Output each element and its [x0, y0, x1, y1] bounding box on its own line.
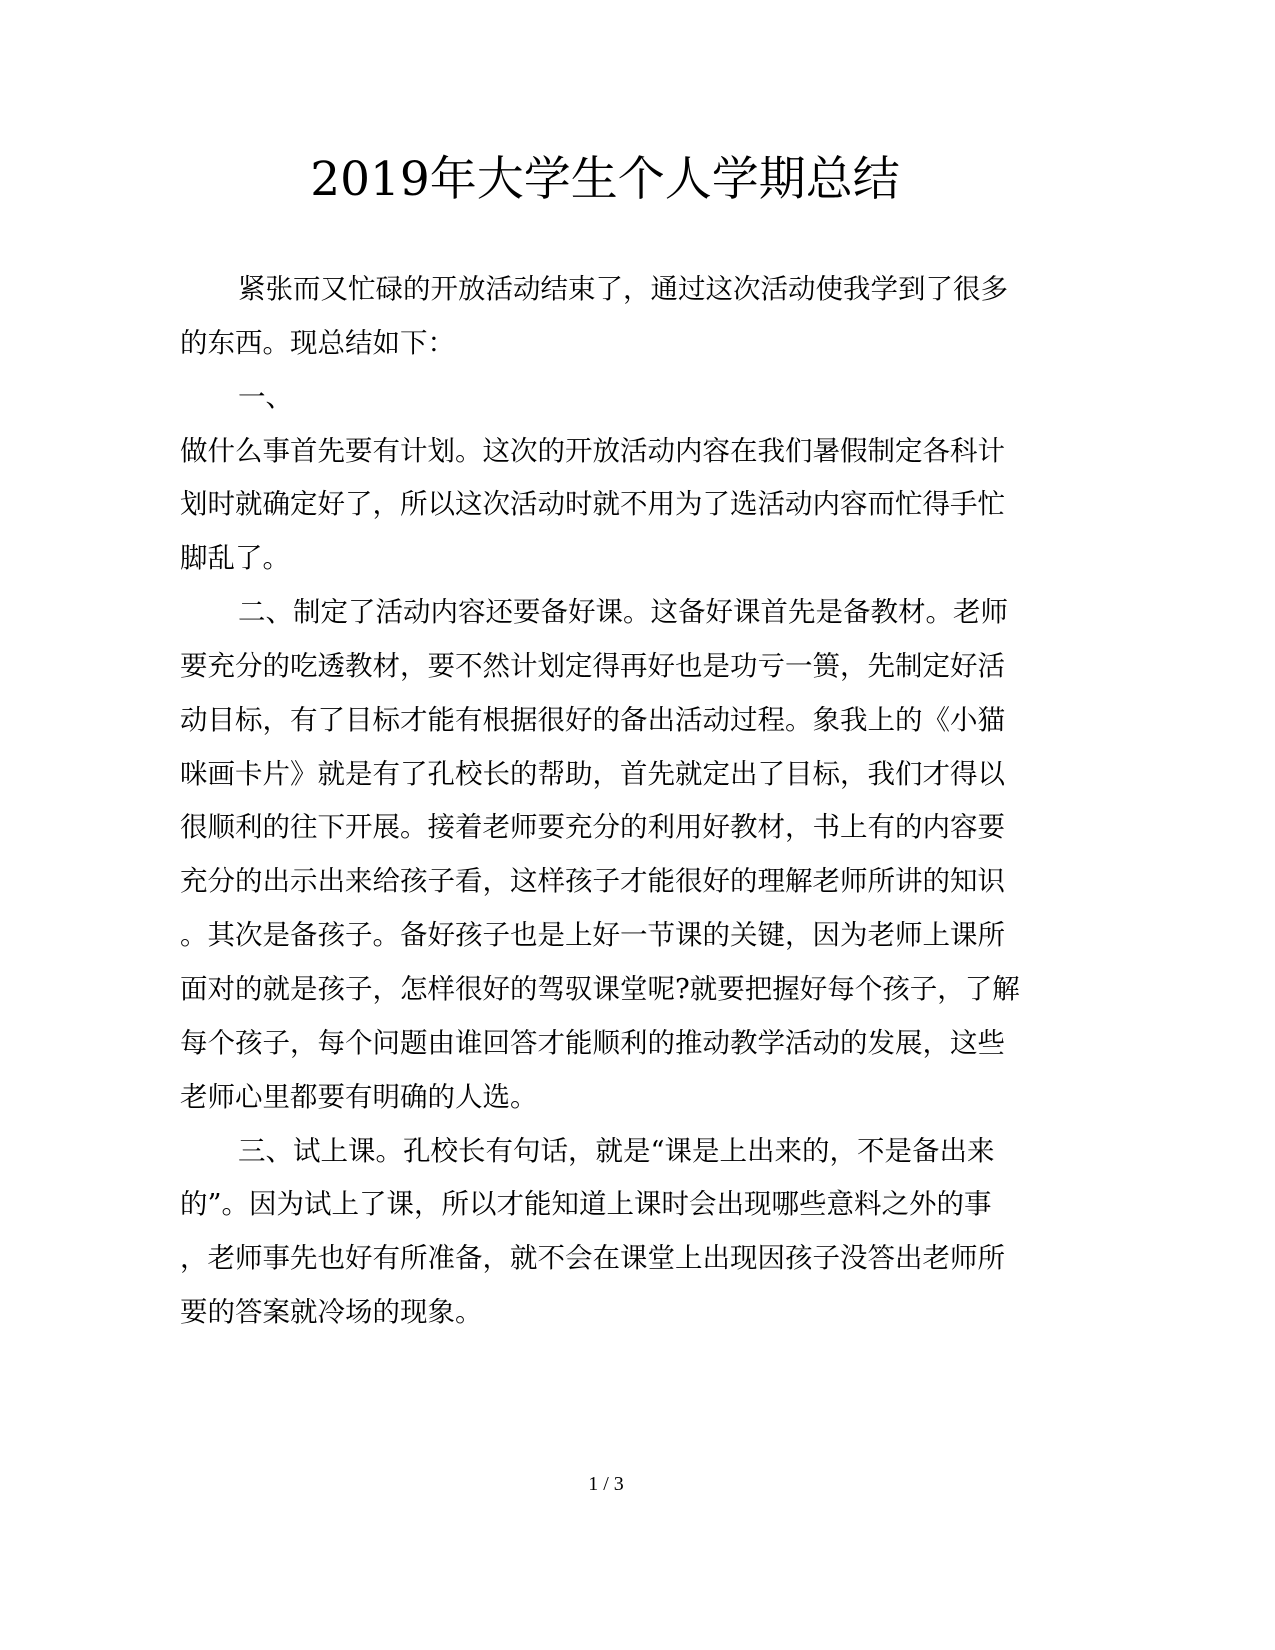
body-line: 老师心里都要有明确的人选。 [180, 1080, 538, 1113]
paragraph-point-one [180, 425, 1040, 587]
body-line: 每个孩子，每个问题由谁回答才能顺利的推动教学活动的发展，这些 [180, 1026, 1005, 1059]
body-line: 。其次是备孩子。备好孩子也是上好一节课的关键，因为老师上课所 [180, 919, 1005, 952]
body-line: 的”。因为试上了课，所以才能知道上课时会出现哪些意料之外的事 [180, 1188, 992, 1221]
body-line: 咪画卡片》就是有了孔校长的帮助，首先就定出了目标，我们才得以 [180, 757, 1005, 790]
page-number: 1 / 3 [588, 1473, 624, 1495]
paragraph-intro [180, 263, 1040, 371]
body-line: 一、 [238, 380, 293, 413]
body-line: ，老师事先也好有所准备，就不会在课堂上出现因孩子没答出老师所 [180, 1242, 1005, 1275]
paragraph-point-two [180, 586, 1040, 1124]
body-line: 动目标，有了目标才能有根据很好的备出活动过程。象我上的《小猫 [180, 703, 1005, 736]
document-body [180, 263, 1040, 1340]
body-line: 很顺利的往下开展。接着老师要充分的利用好教材，书上有的内容要 [180, 811, 1005, 844]
body-line: 要充分的吃透教材，要不然计划定得再好也是功亏一篑，先制定好活 [180, 649, 1005, 682]
document-title: 2019年大学生个人学期总结 [310, 152, 900, 207]
body-line: 脚乱了。 [180, 542, 290, 575]
body-line: 面对的就是孩子，怎样很好的驾驭课堂呢?就要把握好每个孩子，了解 [180, 972, 1020, 1005]
paragraph-point-one-heading [180, 371, 1040, 425]
body-line: 的东西。现总结如下： [180, 326, 455, 359]
body-line: 做什么事首先要有计划。这次的开放活动内容在我们暑假制定各科计 [180, 434, 1005, 467]
body-line: 紧张而又忙碌的开放活动结束了，通过这次活动使我学到了很多 [238, 273, 1008, 305]
body-line: 要的答案就冷场的现象。 [180, 1296, 483, 1329]
body-line: 充分的出示出来给孩子看，这样孩子才能很好的理解老师所讲的知识 [180, 865, 1005, 898]
body-line: 划时就确定好了，所以这次活动时就不用为了选活动内容而忙得手忙 [180, 488, 1005, 521]
paragraph-point-three [180, 1125, 1040, 1340]
body-line: 二、制定了活动内容还要备好课。这备好课首先是备教材。老师 [238, 596, 1008, 629]
body-line: 三、试上课。孔校长有句话，就是“课是上出来的，不是备出来 [238, 1134, 995, 1167]
